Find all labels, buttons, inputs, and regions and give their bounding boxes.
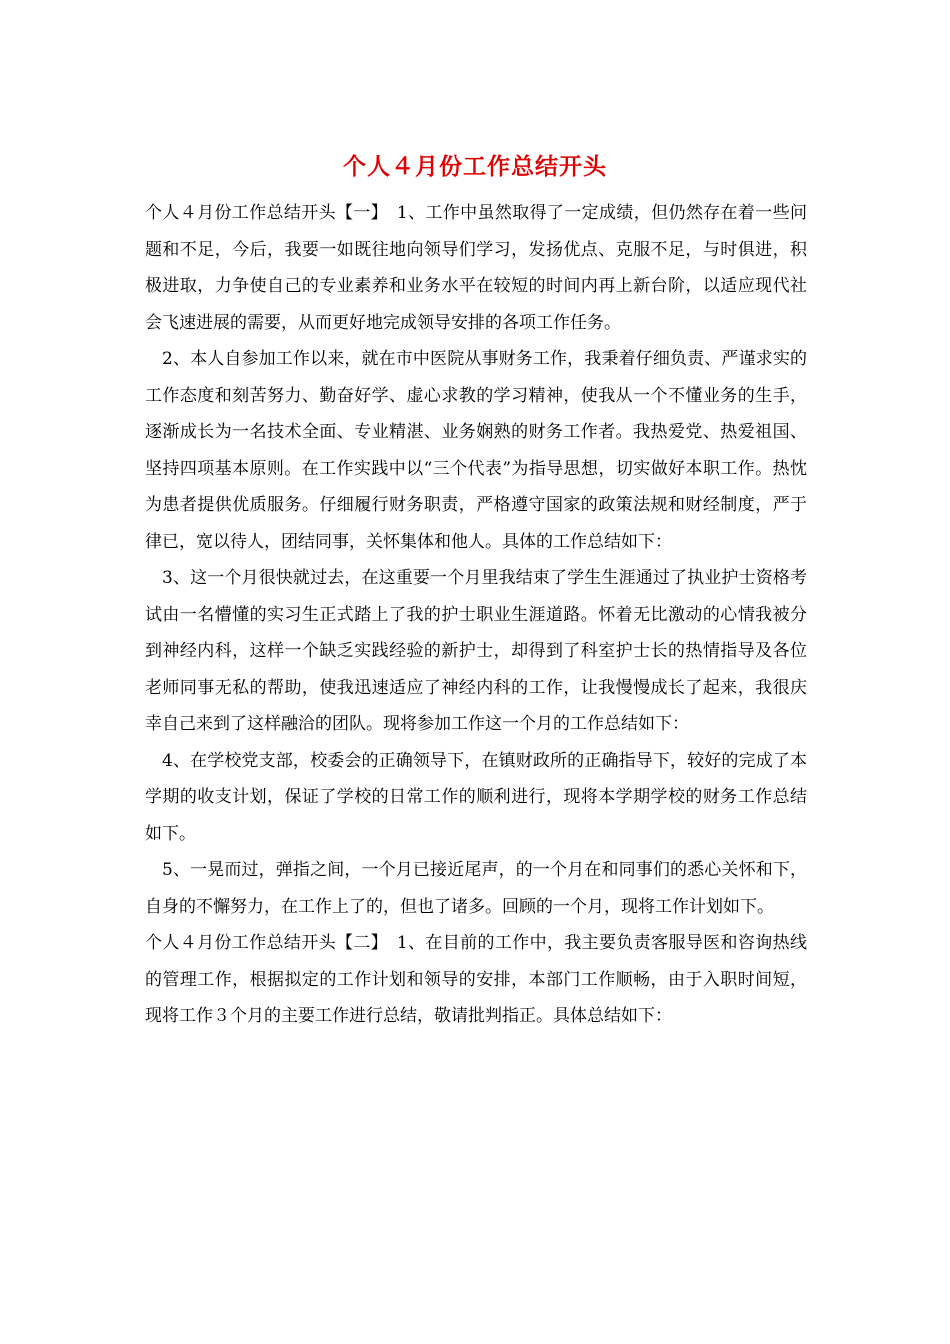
paragraph-item-2: 2、本人自参加工作以来，就在市中医院从事财务工作，我秉着仔细负责、严谨求实的工作态度和刻苦努力、勤奋好学、虚心求教的学习精神，使我从一个不懂业务的生手，逐渐成长为一名技术全面、专业精湛、业务娴熟的财务工作者。我热爱党、热爱祖国、坚持四项基本原则。在工作实践中以“三个代表”为指导思想，切实做好本职工作。热忱为患者提供优质服务。仔细履行财务职责，严格遵守国家的政策法规和财经制度，严于律已，宽以待人，团结同事，关怀集体和他人。具体的工作总结如下：	[145, 349, 807, 552]
paragraph-section-two-intro: 个人４月份工作总结开头【二】 1、在目前的工作中，我主要负责客服导医和咨询热线的管理工作，根据拟定的工作计划和领导的安排，本部门工作顺畅，由于入职时间短，现将工作３个月的主要工作进行总结，敬请批判指正。具体总结如下：	[145, 933, 807, 1026]
document-title: 个人４月份工作总结开头	[343, 153, 607, 180]
paragraph-item-5: 5、一晃而过，弹指之间，一个月已接近尾声，的一个月在和同事们的悉心关怀和下，自身的不懈努力，在工作上了的，但也了诸多。回顾的一个月，现将工作计划如下。	[145, 860, 807, 917]
paragraph-section-one-intro: 个人４月份工作总结开头【一】 1、工作中虽然取得了一定成绩，但仍然存在着一些问题和不足，今后，我要一如既往地向领导们学习，发扬优点、克服不足，与时俱进，积极进取，力争使自己的专业素养和业务水平在较短的时间内再上新台阶，以适应现代社会飞速进展的需要，从而更好地完成领导安排的各项工作任务。	[145, 203, 807, 333]
paragraph-item-3: 3、这一个月很快就过去，在这重要一个月里我结束了学生生涯通过了执业护士资格考试由一名懵懂的实习生正式踏上了我的护士职业生涯道路。怀着无比激动的心情我被分到神经内科，这样一个缺乏实践经验的新护士，却得到了科室护士长的热情指导及各位老师同事无私的帮助，使我迅速适应了神经内科的工作，让我慢慢成长了起来，我很庆幸自己来到了这样融洽的团队。现将参加工作这一个月的工作总结如下：	[145, 568, 807, 734]
paragraph-item-4: 4、在学校党支部，校委会的正确领导下，在镇财政所的正确指导下，较好的完成了本学期的收支计划，保证了学校的日常工作的顺利进行，现将本学期学校的财务工作总结如下。	[145, 750, 807, 844]
document-body	[145, 195, 807, 1035]
